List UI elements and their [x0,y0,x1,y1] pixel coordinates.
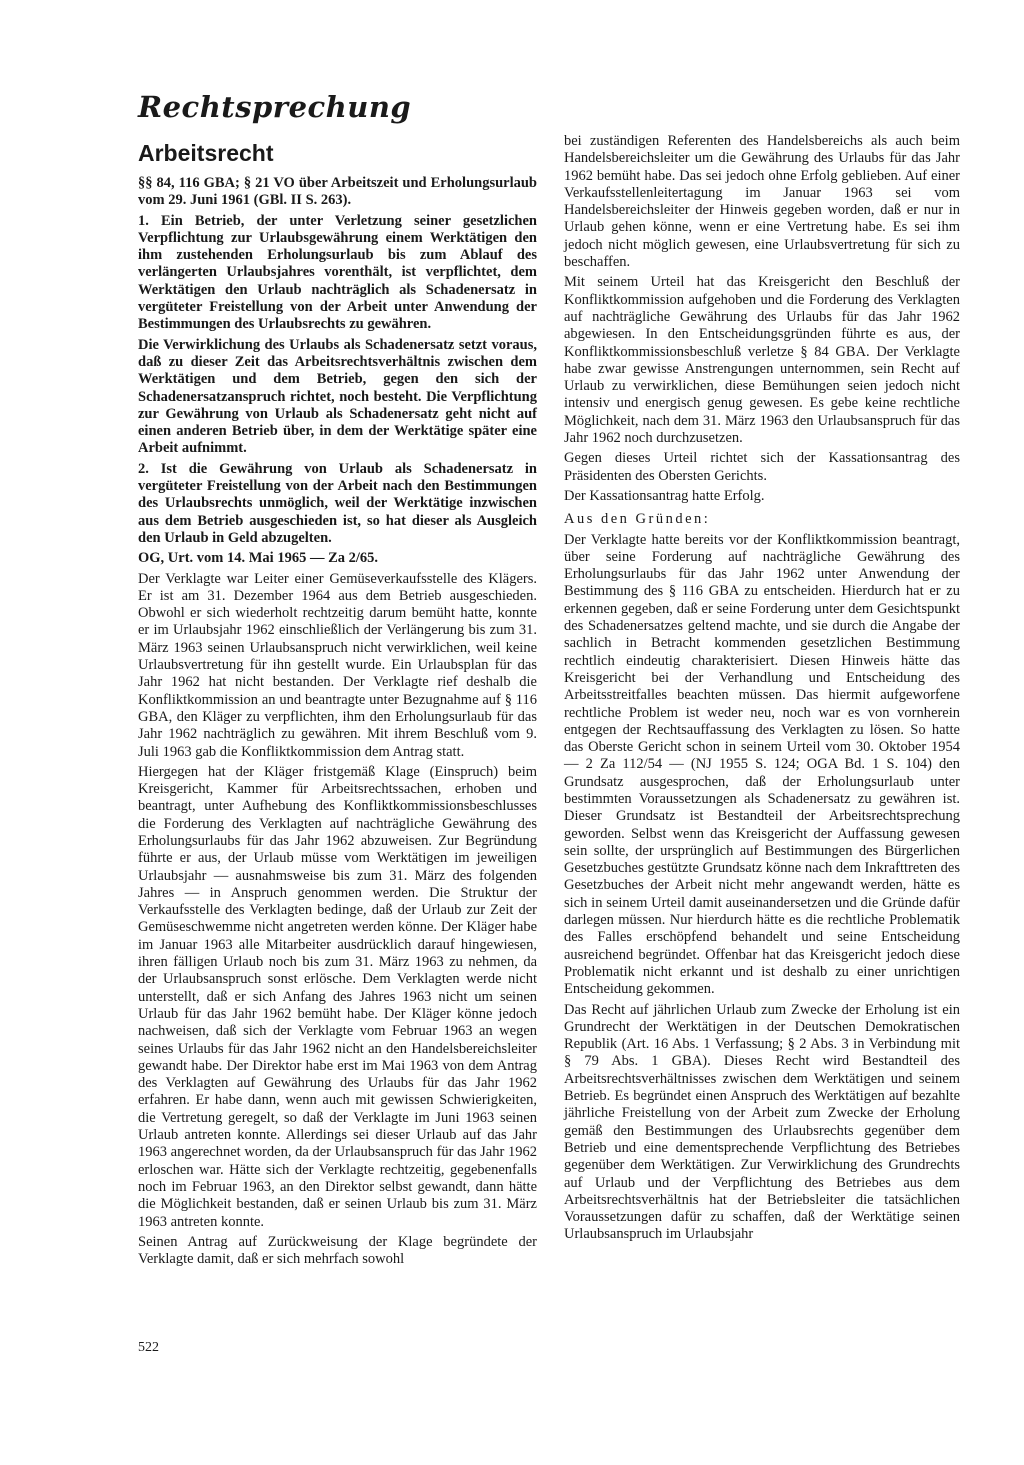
right-paragraph: bei zuständigen Referenten des Handelsbereichs als auch beim Handelsbereichsleiter um die Gewährung des Urlaubs für das Jahr 1962 bemüht habe. Das sei jedoch ohne Erfolg geblieben. Auf einer Verkaufsstellenleitertagung im Januar 1963 sei vom Handelsbereichsleiter der Hinweis gegeben worden, daß er nur in Urlaub gehen könne, wenn er eine Vertretung habe. Es sei ihm jedoch nicht möglich gewesen, eine Urlaubsvertretung für sich zu beschaffen. [564,133,960,271]
left-paragraph: Hiergegen hat der Kläger fristgemäß Klage (Einspruch) beim Kreisgericht, Kammer für Arbeitsrechtssachen, erhoben und beantragt, unter Aufhebung des Konfliktkommissionsbeschlusses die Forderung des Verklagten auf nachträgliche Gewährung des Erholungsurlaubs für das Jahr 1962 abzuweisen. Zur Begründung führte er aus, der Urlaub müsse vom Werktätigen im jeweiligen Urlaubsjahr — ausnahmsweise bis zum 31. März des folgenden Jahres — in Anspruch genommen werden. Die Struktur der Verkaufsstelle des Verklagten bedinge, daß der Urlaub zur Zeit der Gemüseschwemme nicht angetreten werden könne. Der Kläger habe im Januar 1963 alle Mitarbeiter ausdrücklich darauf hingewiesen, ihren fälligen Urlaub noch bis zum 31. März 1963 zu nehmen, da der Urlaubsanspruch sonst erlösche. Dem Verklagten werde nicht unterstellt, daß er sich Anfang des Jahres 1963 nicht um seinen Urlaub für das Jahr 1962 bemüht habe. Der Kläger könne jedoch nachweisen, daß sich der Verklagte vom Februar 1963 an wegen seines Urlaubs für das Jahr 1962 nicht an den Handelsbereichsleiter gewandt habe. Der Direktor habe erst im Mai 1963 von dem Antrag des Verklagten auf Gewährung des Urlaubs für das Jahr 1962 erfahren. Er habe dann, wenn auch mit gewissen Schwierigkeiten, die Vertretung geregelt, so daß der Verklagte im Juni 1963 seinen Urlaub antreten konnte. Allerdings sei dieser Urlaub auf das Jahr 1963 angerechnet worden, da der Urlaubsanspruch für das Jahr 1962 erloschen war. Hätte sich der Verklagte rechtzeitig, gegebenenfalls noch im Februar 1963, an den Direktor selbst gewandt, dann hätte die Möglichkeit bestanden, daß er seinen Urlaub bis zum 31. März 1963 antreten konnte. [138,763,537,1230]
right-paragraph: Gegen dieses Urteil richtet sich der Kassationsantrag des Präsidenten des Obersten Gerichts. [564,450,960,484]
right-paragraph: Der Kassationsantrag hatte Erfolg. [564,487,765,504]
section-heading: Rechtsprechung [138,90,412,124]
left-column [138,175,537,1271]
left-paragraph: Der Verklagte war Leiter einer Gemüseverkaufsstelle des Klägers. Er ist am 31. Dezember 1964 aus dem Betrieb ausgeschieden. Obwohl er sich wiederholt rechtzeitig darum bemüht hatte, konnte er im Urlaubsjahr 1962 einschließlich der Verlängerung bis zum 31. März 1963 seinen Urlaubsanspruch nicht verwirklichen, weil keine Urlaubsvertretung für ihn gestellt wurde. Ein Urlaubsplan für das Jahr 1962 hat nicht bestanden. Der Verklagte rief deshalb die Konfliktkommission an und beantragte unter Bezugnahme auf § 116 GBA, den Kläger zu verpflichten, ihm den Erholungsurlaub für das Jahr 1962 nachträglich zu gewähren. Mit ihrem Beschluß vom 9. Juli 1963 gab die Konfliktkommission dem Antrag statt. [138,570,537,760]
right-paragraph: Mit seinem Urteil hat das Kreisgericht den Beschluß der Konfliktkommission aufgehoben und die Forderung des Verklagten auf nachträgliche Gewährung des Urlaubs für das Jahr 1962 abgewiesen. In den Entscheidungsgründen führte es aus, der Konfliktkommissionsbeschluß verletze § 84 GBA. Der Verklagte habe zwar gewisse Anstrengungen unternommen, sein Recht auf Urlaub zu verwirklichen, diese Bemühungen seien jedoch nicht intensiv und energisch genug gewesen. Es gebe keine rechtliche Möglichkeit, nach dem 31. März 1963 den Urlaubsanspruch für das Jahr 1962 noch durchzusetzen. [564,274,960,447]
right-paragraph: Der Verklagte hatte bereits vor der Konfliktkommission beantragt, über seine Forderung auf nachträgliche Gewährung des Erholungsurlaubs für das Jahr 1962 unter Anwendung der Bestimmung des § 116 GBA zu entscheiden. Hierdurch hat er zu erkennen gegeben, daß er seine Forderung unter dem Gesichtspunkt des Schadenersatzes geltend machte, und sie durch die Angabe der sachlich in Betracht kommenden gesetzlichen Bestimmung rechtlich eindeutig charakterisiert. Diesen Hinweis hätte das Kreisgericht bei der Verhandlung und Entscheidung des Arbeitsstreitfalles beachten müssen. Das hiermit aufgeworfene rechtliche Problem ist weder neu, noch war es von vornherein entgegen der Rechtsauffassung des Verklagten zu lösen. So hatte das Oberste Gericht schon in seinem Urteil vom 30. Oktober 1954 — 2 Za 112/54 — (NJ 1955 S. 124; OGA Bd. 1 S. 104) den Grundsatz ausgesprochen, daß der Erholungsurlaub unter bestimmten Voraussetzungen als Schadenersatz zu gewähren ist. Dieser Grundsatz ist Bestandteil der Arbeitsrechtsprechung geworden. Selbst wenn das Kreisgericht der Auffassung gewesen sein sollte, der ursprünglich auf Bestimmungen des Bürgerlichen Gesetzbuches gestützte Grundsatz könne nach dem Inkrafttreten des Gesetzbuches der Arbeit nicht mehr angewandt werden, hätte es sich in seinem Urteil damit auseinandersetzen und die Gründe dafür darlegen müssen. Nur hierdurch hätte es die rechtliche Problematik des Falles erschöpfend behandelt und seine Entscheidung ausreichend begründet. Offenbar hat das Kreisgericht jedoch diese Problematik nicht erkannt und ist deshalb zu einer unrichtigen Entscheidung gekommen. [564,531,960,998]
left-paragraph: §§ 84, 116 GBA; § 21 VO über Arbeitszeit und Erholungsurlaub vom 29. Juni 1961 (GBl. II S. 263). [138,175,537,209]
left-paragraph: Die Verwirklichung des Urlaubs als Schadenersatz setzt voraus, daß zu dieser Zeit das Arbeitsrechtsverhältnis zwischen dem Werktätigen und dem Betrieb, gegen den sich der Schadenersatzanspruch richtet, noch besteht. Die Verpflichtung zur Gewährung von Urlaub als Schadenersatz geht nicht auf einen anderen Betrieb über, in dem der Werktätige später eine Arbeit aufnimmt. [138,336,537,457]
left-paragraph: 1. Ein Betrieb, der unter Verletzung seiner gesetzlichen Verpflichtung zur Urlaubsgewährung einem Werktätigen den ihm zustehenden Erholungsurlaub bis zum Ablauf des verlängerten Urlaubsjahres vorenthält, ist verpflichtet, dem Werktätigen den Urlaub nachträglich als Schadenersatz in vergüteter Freistellung von der Arbeit unter Anwendung der Bestimmungen des Urlaubsrechts zu gewähren. [138,212,537,333]
right-paragraph: Aus den Gründen: [564,511,711,528]
subheading: Arbeitsrecht [138,140,274,166]
left-paragraph: Seinen Antrag auf Zurückweisung der Klage begründete der Verklagte damit, daß er sich mehrfach sowohl [138,1233,537,1268]
page-number: 522 [138,1340,159,1355]
left-paragraph: 2. Ist die Gewährung von Urlaub als Schadenersatz in vergüteter Freistellung von der Arbeit nach den Bestimmungen des Urlaubsrechts unmöglich, weil der Werktätige inzwischen aus dem Betrieb ausgeschieden ist, so hat dieser als Ausgleich den Urlaub in Geld abzugelten. [138,460,537,546]
right-column [564,133,960,1247]
right-paragraph: Das Recht auf jährlichen Urlaub zum Zwecke der Erholung ist ein Grundrecht der Werktätigen in der Deutschen Demokratischen Republik (Art. 16 Abs. 1 Verfassung; § 2 Abs. 3 in Verbindung mit § 79 Abs. 1 GBA). Dieses Recht wird Bestandteil des Arbeitsrechtsverhältnisses zwischen dem Werktätigen und seinem Betrieb. Es begründet einen Anspruch des Werktätigen auf bezahlte jährliche Freistellung von der Arbeit zum Zwecke der Erholung gemäß den Bestimmungen des Urlaubsrechts gegenüber dem Betrieb und eine dementsprechende Verpflichtung des Betriebes gegenüber dem Werktätigen. Zur Verwirklichung des Grundrechts auf Urlaub und der Verpflichtung des Betriebes aus dem Arbeitsrechtsverhältnis hat der Betriebsleiter die tatsächlichen Voraussetzungen dafür zu schaffen, daß der Werktätige seinen Urlaubsanspruch im Urlaubsjahr [564,1001,960,1243]
left-paragraph: OG, Urt. vom 14. Mai 1965 — Za 2/65. [138,550,379,567]
